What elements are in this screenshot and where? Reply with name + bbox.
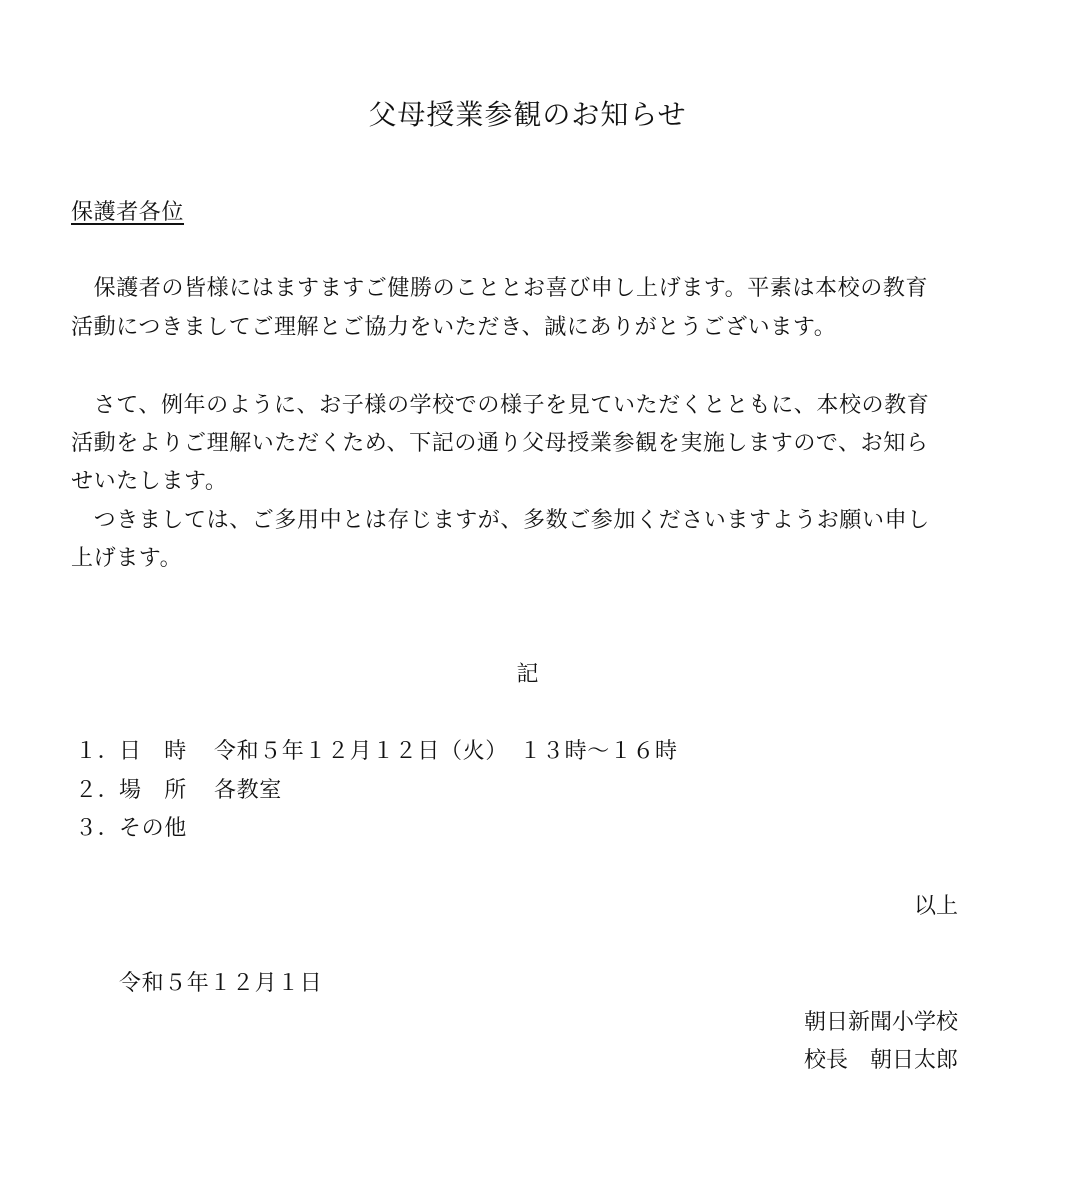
paragraph-line: 活動をよりご理解いただくため、下記の通り父母授業参観を実施しますので、お知ら	[71, 431, 929, 456]
item-label: その他	[119, 816, 187, 841]
detail-item-other	[75, 814, 214, 844]
issue-date: 令和５年１２月１日	[119, 971, 323, 996]
item-number: ２．	[75, 778, 121, 803]
detail-item-place	[75, 776, 282, 806]
paragraph-line: さて、例年のように、お子様の学校での様子を見ていただくとともに、本校の教育	[71, 393, 930, 418]
item-number: １．	[75, 739, 121, 764]
detail-item-datetime	[75, 737, 678, 767]
item-label: 日 時	[119, 739, 187, 764]
item-value: 令和５年１２月１２日（火） １３時～１６時	[214, 739, 678, 764]
signature-organization: 朝日新聞小学校	[803, 1010, 958, 1035]
paragraph-line: 保護者の皆様にはますますご健勝のこととお喜び申し上げます。平素は本校の教育	[71, 276, 929, 301]
paragraph-line: せいたします。	[71, 469, 228, 494]
signature-signer: 校長 朝日太郎	[803, 1048, 958, 1073]
ki-heading: 記	[516, 662, 539, 687]
item-value: 各教室	[214, 778, 282, 803]
paragraph-line: 活動につきましてご理解とご協力をいただき、誠にありがとうございます。	[71, 315, 837, 340]
paragraph-line: つきましては、ご多用中とは存じますが、多数ご参加くださいますようお願い申し	[71, 508, 930, 533]
addressee: 保護者各位	[71, 200, 185, 225]
document-title: 父母授業参観のお知らせ	[368, 98, 687, 131]
closing-word: 以上	[913, 894, 958, 919]
paragraph-line: 上げます。	[71, 546, 183, 571]
item-label: 場 所	[119, 778, 187, 803]
item-number: ３．	[75, 816, 121, 841]
